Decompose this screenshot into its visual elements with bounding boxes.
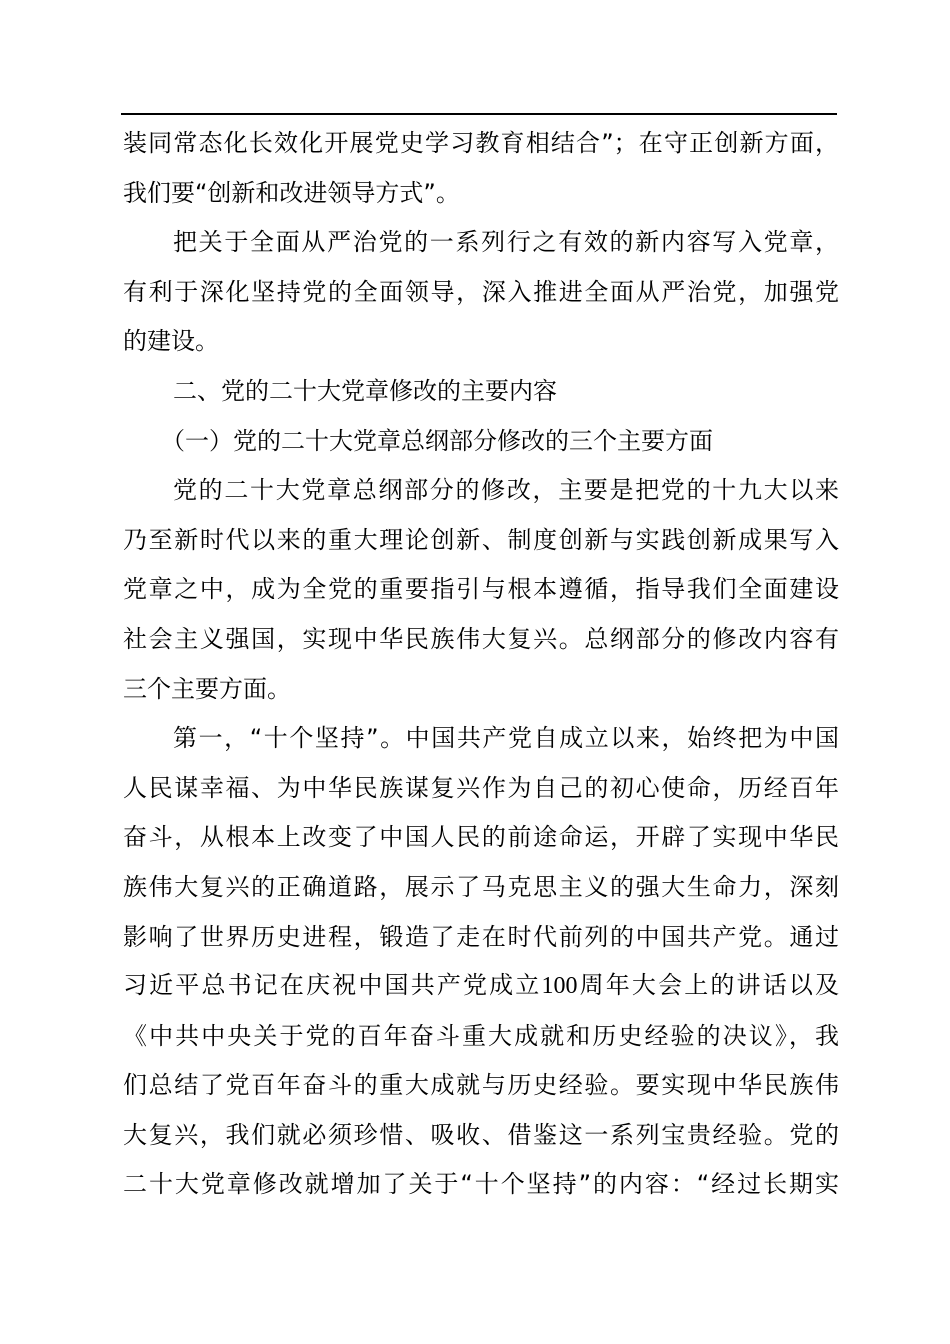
text-line: 有利于深化坚持党的全面领导，深入推进全面从严治党，加强党 bbox=[123, 277, 839, 306]
paragraph bbox=[123, 218, 839, 367]
text-line: 社会主义强国，实现中华民族伟大复兴。总纲部分的修改内容有 bbox=[123, 624, 839, 653]
header-rule bbox=[121, 113, 837, 115]
subsection-heading bbox=[123, 417, 839, 467]
text-line: 奋斗，从根本上改变了中国人民的前途命运，开辟了实现中华民 bbox=[123, 823, 839, 852]
text-line: 习近平总书记在庆祝中国共产党成立100周年大会上的讲话以及 bbox=[123, 973, 839, 1000]
paragraph-continuation bbox=[123, 119, 839, 218]
text-line: 把关于全面从严治党的一系列行之有效的新内容写入党章， bbox=[173, 228, 839, 257]
text-line: 的建设。 bbox=[123, 327, 219, 356]
text-line: 《中共中央关于党的百年奋斗重大成就和历史经验的决议》，我 bbox=[123, 1021, 839, 1050]
text-line: 大复兴，我们就必须珍惜、吸收、借鉴这一系列宝贵经验。党的 bbox=[123, 1120, 839, 1149]
text-line: 党的二十大党章总纲部分的修改，主要是把党的十九大以来 bbox=[173, 476, 839, 505]
text-line: 装同常态化长效化开展党史学习教育相结合”；在守正创新方面， bbox=[123, 129, 839, 157]
section-heading bbox=[123, 367, 839, 417]
paragraph bbox=[123, 714, 839, 1210]
text-line: 族伟大复兴的正确道路，展示了马克思主义的强大生命力，深刻 bbox=[123, 872, 839, 901]
text-line: 影响了世界历史进程，锻造了走在时代前列的中国共产党。通过 bbox=[123, 922, 839, 951]
text-line: 第一，“十个坚持”。中国共产党自成立以来，始终把为中国 bbox=[173, 724, 839, 753]
text-line: 乃至新时代以来的重大理论创新、制度创新与实践创新成果写入 bbox=[123, 525, 839, 554]
text-line: 们总结了党百年奋斗的重大成就与历史经验。要实现中华民族伟 bbox=[123, 1071, 839, 1100]
text-line: 我们要“创新和改进领导方式”。 bbox=[123, 178, 460, 207]
paragraph bbox=[123, 466, 839, 714]
text-line: 二十大党章修改就增加了关于“十个坚持”的内容：“经过长期实 bbox=[123, 1170, 839, 1199]
text-line: 三个主要方面。 bbox=[123, 674, 291, 703]
text-line: 党章之中，成为全党的重要指引与根本遵循，指导我们全面建设 bbox=[123, 575, 839, 604]
text-line: 人民谋幸福、为中华民族谋复兴作为自己的初心使命，历经百年 bbox=[123, 773, 839, 802]
document-body bbox=[123, 119, 839, 1210]
heading-line: （一）党的二十大党章总纲部分修改的三个主要方面 bbox=[161, 426, 713, 455]
heading-line: 二、党的二十大党章修改的主要内容 bbox=[173, 376, 557, 405]
